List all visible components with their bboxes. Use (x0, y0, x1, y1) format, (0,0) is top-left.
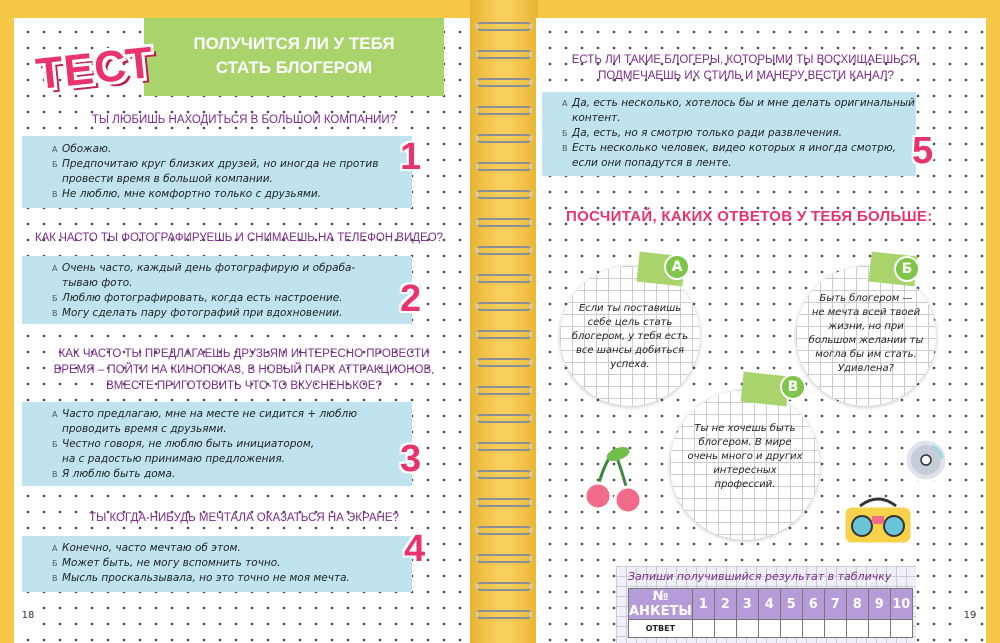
col-7: 7 (824, 589, 846, 620)
answers-5 (542, 92, 916, 176)
answer-cell[interactable] (868, 620, 890, 638)
question-5-line-1: ЕСТЬ ЛИ ТАКИЕ БЛОГЕРЫ, КОТОРЫМИ ТЫ ВОСХИЩАЕШЬСЯ, (571, 54, 921, 66)
answer-4a: А Конечно, часто мечтаю об этом. (52, 542, 241, 554)
question-number-5: 5 (912, 130, 934, 172)
answers-1 (22, 136, 412, 208)
col-2: 2 (714, 589, 736, 620)
answer-1b: Б Предпочитаю круг близких друзей, но иногда не против (52, 158, 379, 170)
question-number-2: 2 (400, 278, 422, 320)
cherries-sticker (582, 444, 646, 516)
question-3-line-1: КАК ЧАСТО ТЫ ПРЕДЛАГАЕШЬ ДРУЗЬЯМ ИНТЕРЕСНО ПРОВЕСТИ (58, 348, 430, 360)
result-c-circle (670, 390, 820, 540)
answer-5a-cont: контент. (572, 112, 621, 124)
result-a-text: Если ты поставишь себе цель стать блогером, у тебя есть все шансы добиться успеха. (571, 303, 689, 370)
answer-2c: В Могу сделать пару фотографий при вдохновении. (52, 307, 343, 319)
answer-4c: В Мысль проскальзывала, но это точно не моя мечта. (52, 572, 350, 584)
table-answer-row (629, 620, 913, 638)
left-page (14, 18, 472, 643)
answers-3 (22, 402, 412, 486)
question-1: ТЫ ЛЮБИШЬ НАХОДИТЬСЯ В БОЛЬШОЙ КОМПАНИИ? (91, 114, 397, 126)
question-3-line-2: ВРЕМЯ – ПОЙТИ НА КИНОПОКАЗ, В НОВЫЙ ПАРК АТТРАКЦИОНОВ, (53, 364, 435, 376)
title-line-2: СТАТЬ БЛОГЕРОМ (215, 58, 373, 77)
answer-5c: В Есть несколько человек, видео которых я иногда смотрю, (562, 142, 897, 154)
question-4: ТЫ КОГДА-НИБУДЬ МЕЧТАЛА ОКАЗАТЬСЯ НА ЭКРАНЕ? (89, 512, 399, 524)
boombox-sticker (840, 494, 916, 548)
col-9: 9 (868, 589, 890, 620)
result-a-circle (560, 266, 700, 406)
results-table (628, 588, 913, 638)
answer-3c: В Я люблю быть дома. (52, 468, 176, 480)
row-label: ОТВЕТ (629, 620, 693, 638)
answer-5c-cont: если они попадутся в ленте. (572, 157, 732, 169)
question-number-3: 3 (400, 438, 422, 480)
title-line-1: ПОЛУЧИТСЯ ЛИ У ТЕБЯ (193, 34, 395, 53)
answer-cell[interactable] (714, 620, 736, 638)
answer-2a-cont: тываю фото. (62, 277, 133, 289)
answer-cell[interactable] (692, 620, 714, 638)
answer-2b: Б Люблю фотографировать, когда есть настроение. (52, 292, 343, 304)
count-title: ПОСЧИТАЙ, КАКИХ ОТВЕТОВ У ТЕБЯ БОЛЬШЕ: (566, 208, 933, 225)
page-number-right: 19 (958, 604, 982, 628)
result-b-text: Быть блогером — не мечта всей твоей жизни, но при большом желании ты могла бы им стать. Удивлена? (808, 293, 924, 374)
page-title (164, 32, 424, 80)
right-page (536, 18, 986, 643)
col-8: 8 (846, 589, 868, 620)
page-number-left: 18 (16, 604, 40, 628)
answer-cell[interactable] (736, 620, 758, 638)
col-3: 3 (736, 589, 758, 620)
question-number-4: 4 (404, 528, 426, 570)
answer-1a: А Обожаю. (52, 143, 112, 155)
result-a-letter: А (664, 254, 690, 280)
result-b-circle (796, 266, 936, 406)
col-5: 5 (780, 589, 802, 620)
answers-4 (22, 536, 412, 592)
cd-sticker (902, 436, 950, 484)
answer-1b-cont: провести время в большой компании. (62, 173, 273, 185)
answer-cell[interactable] (890, 620, 912, 638)
answer-5b: Б Да, есть, но я смотрю только ради развлечения. (562, 127, 842, 139)
answer-cell[interactable] (758, 620, 780, 638)
col-4: 4 (758, 589, 780, 620)
answer-cell[interactable] (846, 620, 868, 638)
question-3 (44, 346, 444, 394)
table-title: Запиши получившийся результат в табличку (628, 570, 892, 583)
col-1: 1 (692, 589, 714, 620)
table-header-row (629, 589, 913, 620)
answer-cell[interactable] (802, 620, 824, 638)
answer-1c: В Не люблю, мне комфортно только с друзьями. (52, 188, 321, 200)
result-b-letter: Б (894, 256, 920, 282)
answers-2 (22, 256, 412, 324)
answer-2a: А Очень часто, каждый день фотографирую и обраба- (52, 262, 356, 274)
answer-cell[interactable] (824, 620, 846, 638)
result-c-letter: В (780, 374, 806, 400)
question-number-1: 1 (400, 136, 422, 178)
answer-4b: Б Может быть, не могу вспомнить точно. (52, 557, 281, 569)
question-2: КАК ЧАСТО ТЫ ФОТОГРАФИРУЕШЬ И СНИМАЕШЬ НА ТЕЛЕФОН ВИДЕО? (34, 232, 444, 244)
header-label: № АНКЕТЫ (629, 589, 692, 619)
answer-5a: А Да, есть несколько, хотелось бы и мне делать оригинальный (562, 97, 915, 109)
answer-3b: Б Честно говоря, не люблю быть инициатором, (52, 438, 315, 450)
answer-cell[interactable] (780, 620, 802, 638)
question-3-line-3: ВМЕСТЕ ПРИГОТОВИТЬ ЧТО-ТО ВКУСНЕНЬКОЕ? (106, 380, 382, 392)
answer-3b-cont: на с радостью принимаю предложения. (62, 453, 286, 465)
col-6: 6 (802, 589, 824, 620)
answer-3a-cont: проводить время с друзьями. (62, 423, 227, 435)
test-logo: ТЕСТ (33, 37, 156, 100)
col-10: 10 (890, 589, 912, 620)
question-5 (566, 52, 926, 84)
results-table-area (616, 566, 916, 643)
spiral-binding (470, 0, 538, 643)
result-c-text: Ты не хочешь быть блогером. В мире очень много и других интересных профессий. (687, 423, 803, 490)
title-box (144, 18, 444, 96)
answer-3a: А Часто предлагаю, мне на месте не сидится + люблю (52, 408, 358, 420)
question-5-line-2: ПОДМЕЧАЕШЬ ИХ СТИЛЬ И МАНЕРУ ВЕСТИ КАНАЛ? (598, 70, 894, 82)
